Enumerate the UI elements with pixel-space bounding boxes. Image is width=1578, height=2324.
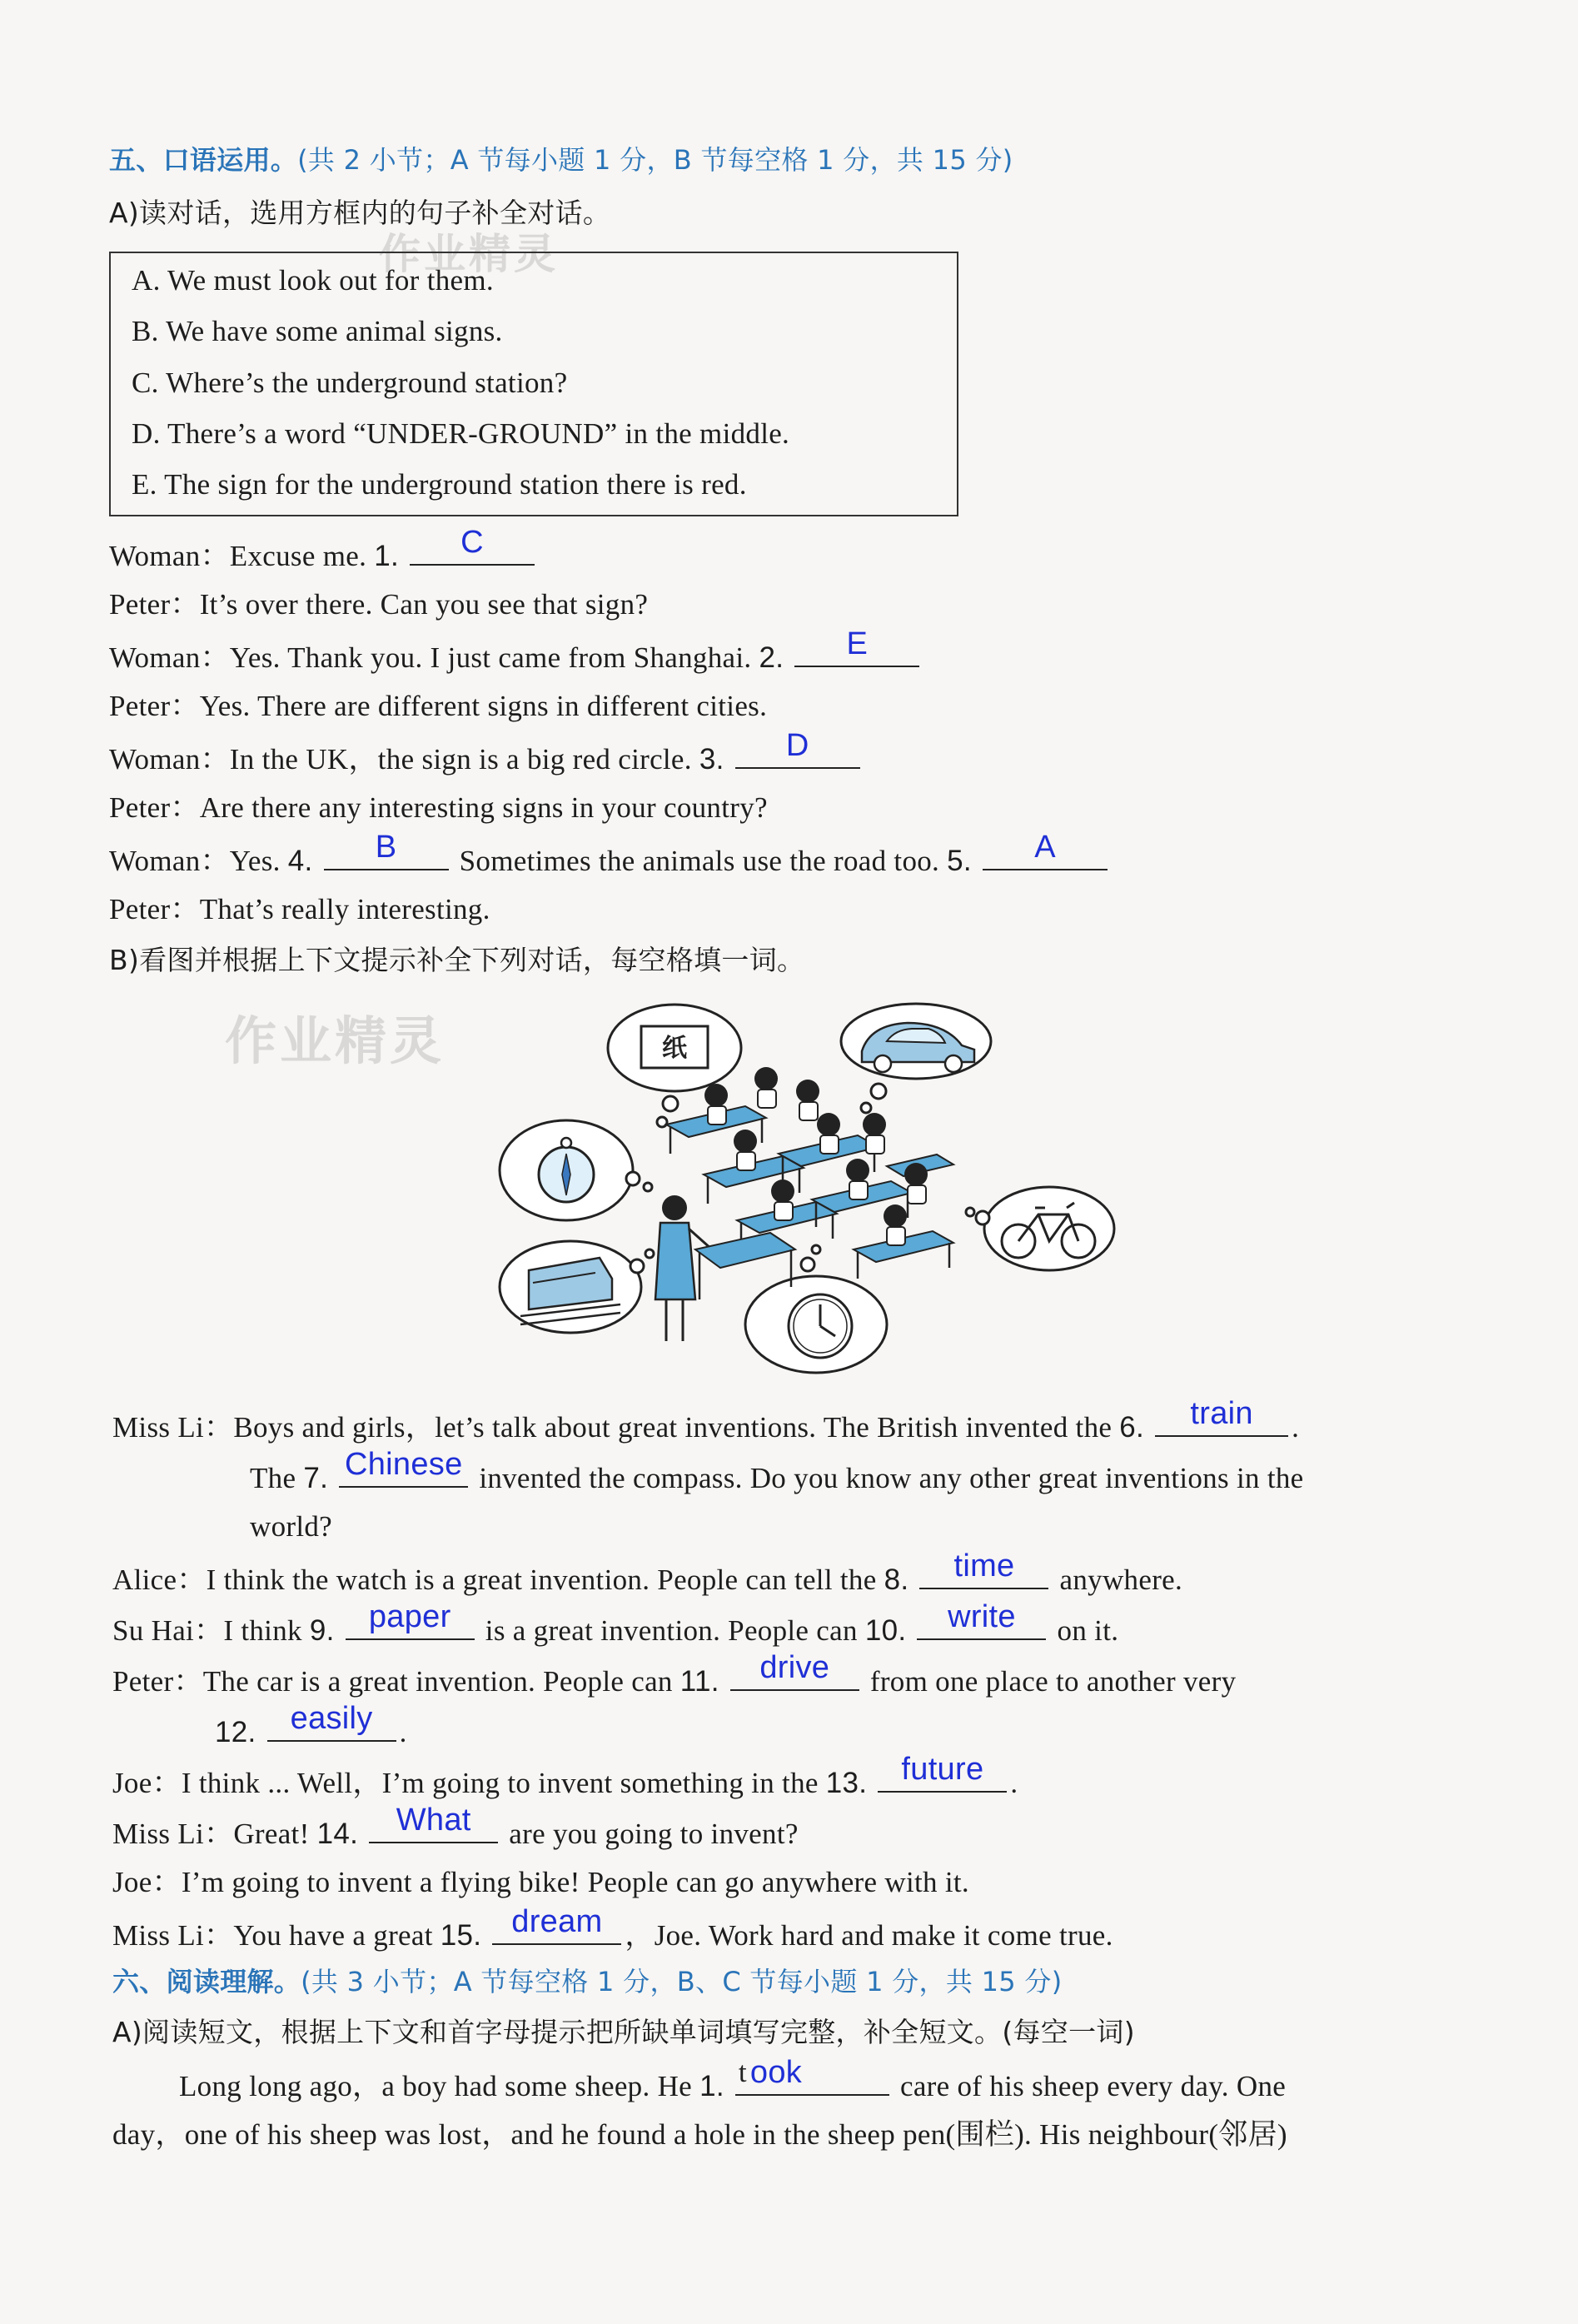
answer-blank-3[interactable] (735, 728, 860, 769)
question-number: 2. (759, 641, 784, 674)
answer-text: Chinese (344, 1447, 463, 1482)
passage-line: day，one of his sheep was lost，and he found a hole in the sheep pen(围栏). His neighbour(邻居) (112, 2118, 1287, 2151)
reading-blank-1[interactable] (735, 2055, 889, 2096)
answer-text: time (953, 1549, 1015, 1583)
dialogue-line: Peter：That’s really interesting. (109, 893, 490, 925)
question-number: 10. (864, 1614, 907, 1647)
question-number: 15. (440, 1919, 482, 1952)
answer-text: ook (749, 2055, 803, 2090)
question-number: 11. (679, 1665, 719, 1698)
question-number: 5. (947, 845, 972, 877)
question-number: 1. (374, 540, 399, 572)
dialogue-line: Peter：It’s over there. Can you see that sign? (109, 588, 649, 621)
dialogue-line: Woman：Yes. Thank you. I just came from Shanghai. 2. E (109, 637, 923, 676)
answer-text: train (1190, 1396, 1253, 1431)
hint-letter: t (738, 2056, 747, 2088)
classroom-inventions-illustration (495, 1000, 1128, 1379)
answer-blank-2[interactable] (794, 626, 919, 667)
answer-blank-6[interactable] (1155, 1396, 1288, 1437)
answer-blank-1[interactable] (410, 525, 535, 566)
dialogue-line: The 7. Chinese invented the compass. Do you know any other great inventions in the (250, 1447, 1304, 1494)
teacher-figure (655, 1195, 712, 1341)
answer-blank-9[interactable] (346, 1599, 475, 1640)
question-number: 6. (1119, 1411, 1145, 1444)
option-e: E. The sign for the underground station there is red. (132, 468, 747, 501)
answer-text: dream (511, 1904, 603, 1939)
dialogue-line: 12. easily . (215, 1701, 407, 1748)
part-a-instruction: A)读对话，选用方框内的句子补全对话。 (109, 197, 611, 229)
dialogue-line: Woman：Excuse me. 1. C (109, 536, 538, 575)
answer-text: write (948, 1599, 1016, 1634)
section6-heading (112, 1963, 1062, 2000)
passage-line: Long long ago，a boy had some sheep. He 1. t ook care of his sheep every day. One (179, 2055, 1287, 2102)
question-number: 8. (884, 1563, 909, 1596)
answer-text: B (375, 830, 397, 865)
answer-blank-11[interactable] (730, 1650, 859, 1691)
answer-blank-15[interactable] (492, 1904, 621, 1945)
option-a: A. We must look out for them. (132, 264, 494, 297)
answer-blank-8[interactable] (919, 1549, 1048, 1589)
question-number: 3. (699, 743, 724, 775)
dialogue-line: Miss Li：Boys and girls，let’s talk about great inventions. The British invented the 6. train . (112, 1396, 1300, 1444)
answer-blank-4[interactable] (324, 830, 449, 870)
section5-subtitle: (共 2 小节；A 节每小题 1 分，B 节每空格 1 分，共 15 分) (297, 144, 1013, 176)
option-d: D. There’s a word “UNDER-GROUND” in the middle. (132, 417, 790, 450)
section6-subtitle: (共 3 小节；A 节每空格 1 分，B、C 节每小题 1 分，共 15 分) (301, 1966, 1063, 1997)
answer-text: What (396, 1803, 471, 1838)
dialogue-line: Miss Li：You have a great 15. dream ，Joe. Work hard and make it come true. (112, 1904, 1113, 1952)
answer-blank-14[interactable] (369, 1803, 498, 1843)
answer-text: C (460, 525, 484, 560)
dialogue-line: world? (250, 1510, 332, 1543)
answer-text: future (901, 1752, 984, 1787)
answer-text: drive (759, 1650, 830, 1685)
section6-title: 六、阅读理解。 (112, 1966, 301, 1997)
question-number: 7. (303, 1462, 329, 1494)
answer-blank-5[interactable] (983, 830, 1108, 870)
option-b: B. We have some animal signs. (132, 315, 503, 347)
answer-blank-13[interactable] (878, 1752, 1007, 1793)
dialogue-line: Alice：I think the watch is a great invention. People can tell the 8. time anywhere. (112, 1549, 1183, 1596)
dialogue-line: Peter：Are there any interesting signs in your country? (109, 791, 768, 824)
section6-instruction: A)阅读短文，根据上下文和首字母提示把所缺单词填写完整，补全短文。(每空一词) (112, 2016, 1135, 2048)
question-number: 4. (287, 845, 313, 877)
clock-icon (789, 1294, 852, 1358)
dialogue-line: Peter：The car is a great invention. People can 11. drive from one place to another very (112, 1650, 1237, 1698)
answer-text: D (785, 728, 809, 763)
section5-title: 五、口语运用。 (109, 144, 298, 176)
dialogue-line: Peter：Yes. There are different signs in different cities. (109, 690, 768, 722)
dialogue-line: Woman：Yes. 4. B Sometimes the animals use the road too. 5. A (109, 840, 1111, 880)
answer-blank-10[interactable] (917, 1599, 1046, 1640)
question-number: 14. (316, 1818, 359, 1850)
dialogue-line: Woman：In the UK，the sign is a big red circle. 3. D (109, 739, 864, 778)
part-b-instruction: B)看图并根据上下文提示补全下列对话，每空格填一词。 (109, 944, 805, 976)
dialogue-line: Su Hai：I think 9. paper is a great invention. People can 10. write on it. (112, 1599, 1119, 1647)
question-number: 12. (215, 1716, 256, 1748)
paper-sign-label: 纸 (662, 1034, 687, 1063)
question-number: 9. (309, 1614, 335, 1647)
watermark: 作业精灵 (225, 1010, 446, 1071)
question-number: 13. (825, 1767, 868, 1799)
watermark: 作业精灵 (379, 230, 559, 278)
answer-text: easily (290, 1701, 373, 1736)
thought-bubble-bike (984, 1187, 1114, 1270)
answer-text: E (846, 626, 869, 661)
answer-blank-7[interactable] (339, 1447, 468, 1488)
dialogue-line: Miss Li：Great! 14. What are you going to invent? (112, 1803, 799, 1850)
option-c: C. Where’s the underground station? (132, 367, 568, 399)
dialogue-line: Joe：I think ... Well，I’m going to invent something in the 13. future . (112, 1752, 1018, 1799)
dialogue-line: Joe：I’m going to invent a flying bike! People can go anywhere with it. (112, 1866, 969, 1898)
section5-heading (109, 142, 1013, 178)
question-number: 1. (699, 2070, 724, 2102)
answer-text: A (1034, 830, 1056, 865)
answer-text: paper (368, 1599, 451, 1634)
